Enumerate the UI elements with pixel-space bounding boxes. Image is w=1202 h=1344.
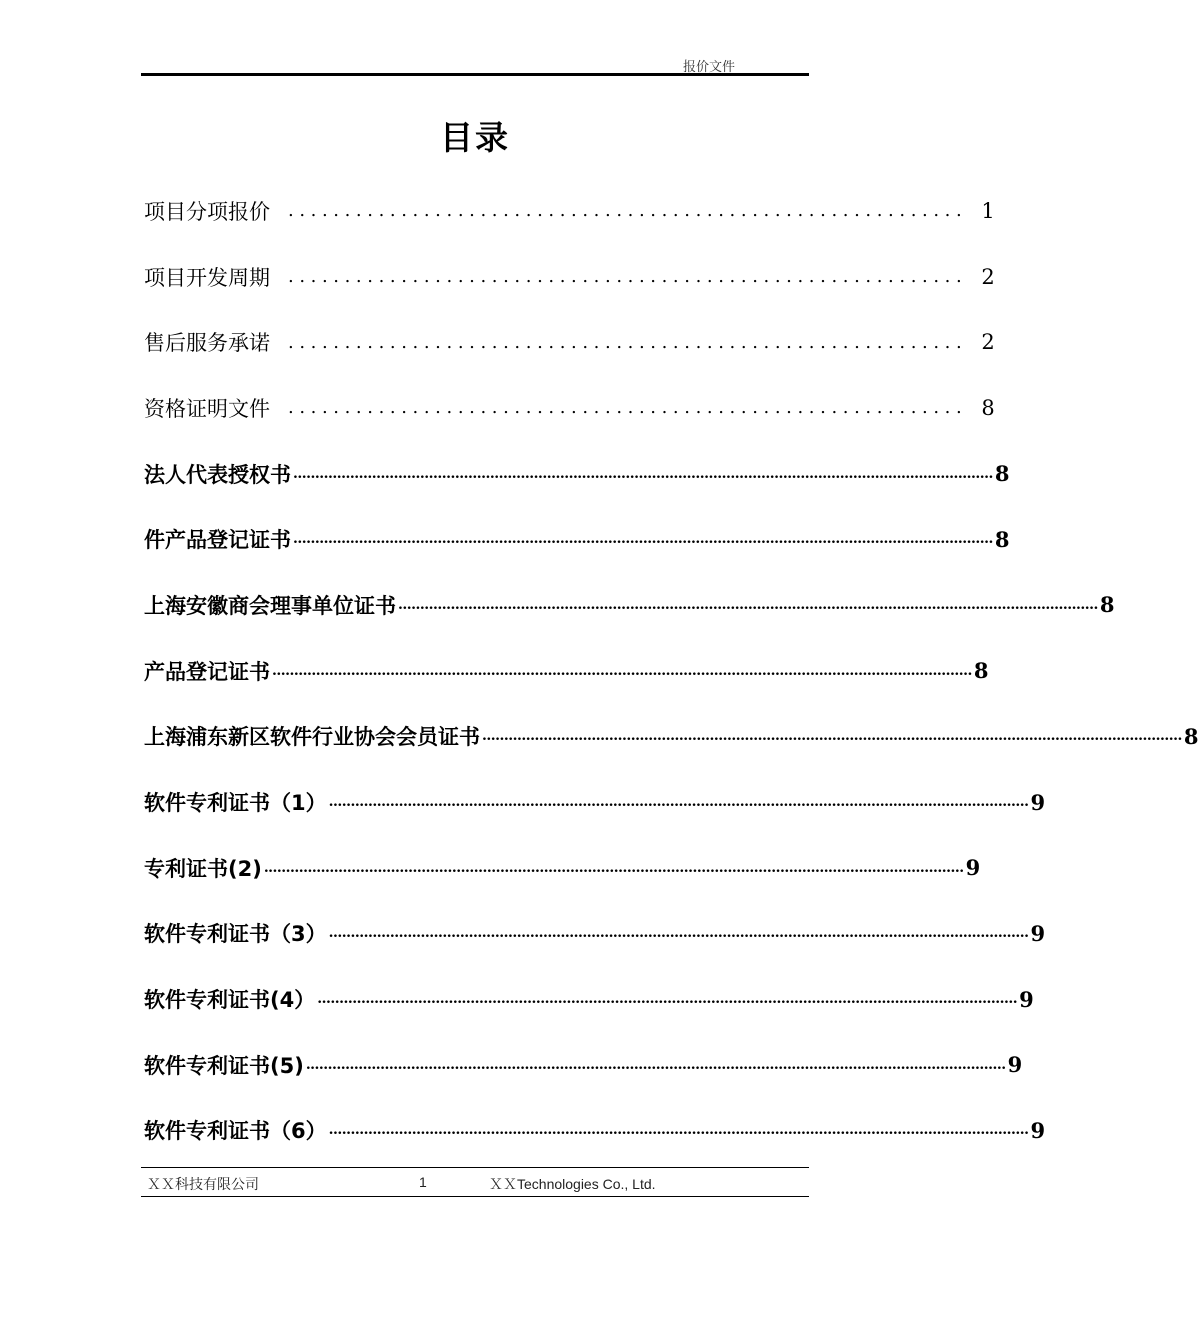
toc-entry-label: 软件专利证书（3） — [144, 922, 327, 947]
toc-entry-label: 资格证明文件 — [144, 396, 270, 421]
toc-entry[interactable] — [144, 506, 1010, 572]
toc-dot-leader: ............................................................ — [288, 266, 968, 288]
toc-dot-leader: ................................................................................................................................................................ — [328, 1122, 1029, 1139]
toc-entry-label: 软件专利证书（6） — [144, 1119, 327, 1144]
footer-company-en: ＸＸTechnologies Co., Ltd. — [489, 1176, 656, 1192]
toc-entry[interactable] — [144, 966, 1034, 1032]
toc-dot-leader: ................................................................................................................................................................ — [398, 596, 1098, 613]
toc-entry-label: 软件专利证书(5) — [144, 1053, 304, 1078]
toc-entry-label: 件产品登记证书 — [144, 528, 291, 553]
toc-entry[interactable] — [144, 835, 981, 901]
toc-dot-leader: ................................................................................................................................................................ — [263, 859, 964, 876]
toc-entry-page: 8 — [994, 461, 1010, 487]
toc-entry[interactable] — [144, 572, 1115, 638]
toc-entry-page: 1 — [981, 198, 995, 223]
toc-entry-page: 8 — [994, 526, 1010, 552]
toc-entry-page: 9 — [1030, 1117, 1046, 1143]
toc-dot-leader: ............................................................ — [288, 200, 968, 222]
toc-entry-label: 产品登记证书 — [144, 659, 270, 684]
toc-entry[interactable] — [144, 901, 1046, 967]
footer-page-number: 1 — [419, 1174, 427, 1190]
toc-entry[interactable] — [144, 1032, 1023, 1098]
toc-dot-leader: ................................................................................................................................................................ — [293, 531, 993, 548]
toc-entry-page: 8 — [981, 395, 995, 420]
footer-company-cn: ＸＸ科技有限公司 — [147, 1177, 259, 1193]
toc-entry[interactable] — [144, 638, 989, 704]
toc-entry[interactable] — [144, 375, 995, 441]
footer-rule-bottom — [141, 1196, 809, 1197]
toc-dot-leader: ................................................................................................................................................................ — [328, 794, 1029, 811]
toc-entry-page: 8 — [1183, 723, 1199, 749]
toc-dot-leader: ................................................................................................................................................................ — [305, 1056, 1006, 1073]
table-of-contents — [144, 178, 1199, 1163]
header-text: 报价文件 — [683, 60, 736, 75]
toc-entry-label: 法人代表授权书 — [144, 462, 291, 487]
toc-dot-leader: ............................................................ — [288, 397, 968, 419]
toc-dot-leader: ................................................................................................................................................................ — [482, 728, 1182, 745]
toc-entry-label: 专利证书(2) — [144, 856, 262, 881]
toc-entry-page: 9 — [1030, 789, 1046, 815]
toc-entry-page: 8 — [1099, 592, 1115, 618]
toc-entry[interactable] — [144, 1098, 1046, 1164]
toc-entry-label: 售后服务承诺 — [144, 331, 270, 356]
toc-entry-page: 9 — [965, 855, 981, 881]
toc-entry[interactable] — [144, 704, 1199, 770]
toc-entry[interactable] — [144, 309, 995, 375]
toc-dot-leader: ................................................................................................................................................................ — [272, 662, 972, 679]
toc-entry-label: 项目分项报价 — [144, 199, 270, 224]
toc-entry[interactable] — [144, 441, 1010, 507]
toc-entry-label: 软件专利证书(4） — [144, 988, 316, 1013]
toc-dot-leader: ................................................................................................................................................................ — [317, 991, 1018, 1008]
toc-entry-page: 2 — [981, 264, 995, 289]
toc-entry-page: 9 — [1030, 920, 1046, 946]
toc-entry-page: 9 — [1007, 1052, 1023, 1078]
footer-rule-top — [141, 1167, 809, 1168]
toc-entry-label: 上海安徽商会理事单位证书 — [144, 593, 396, 618]
toc-entry-page: 2 — [981, 330, 995, 355]
toc-entry-page: 8 — [973, 658, 989, 684]
toc-entry-page: 9 — [1019, 986, 1034, 1012]
toc-dot-leader: ................................................................................................................................................................ — [328, 925, 1029, 942]
toc-entry-label: 上海浦东新区软件行业协会会员证书 — [144, 725, 480, 750]
toc-entry-label: 软件专利证书（1） — [144, 791, 327, 816]
toc-entry[interactable] — [144, 769, 1046, 835]
toc-entry-label: 项目开发周期 — [144, 265, 270, 290]
header-rule — [141, 73, 809, 76]
page-title: 目录 — [440, 118, 510, 157]
toc-entry[interactable] — [144, 244, 995, 310]
toc-dot-leader: ............................................................ — [288, 331, 968, 353]
toc-dot-leader: ................................................................................................................................................................ — [293, 465, 993, 482]
toc-entry[interactable] — [144, 178, 995, 244]
